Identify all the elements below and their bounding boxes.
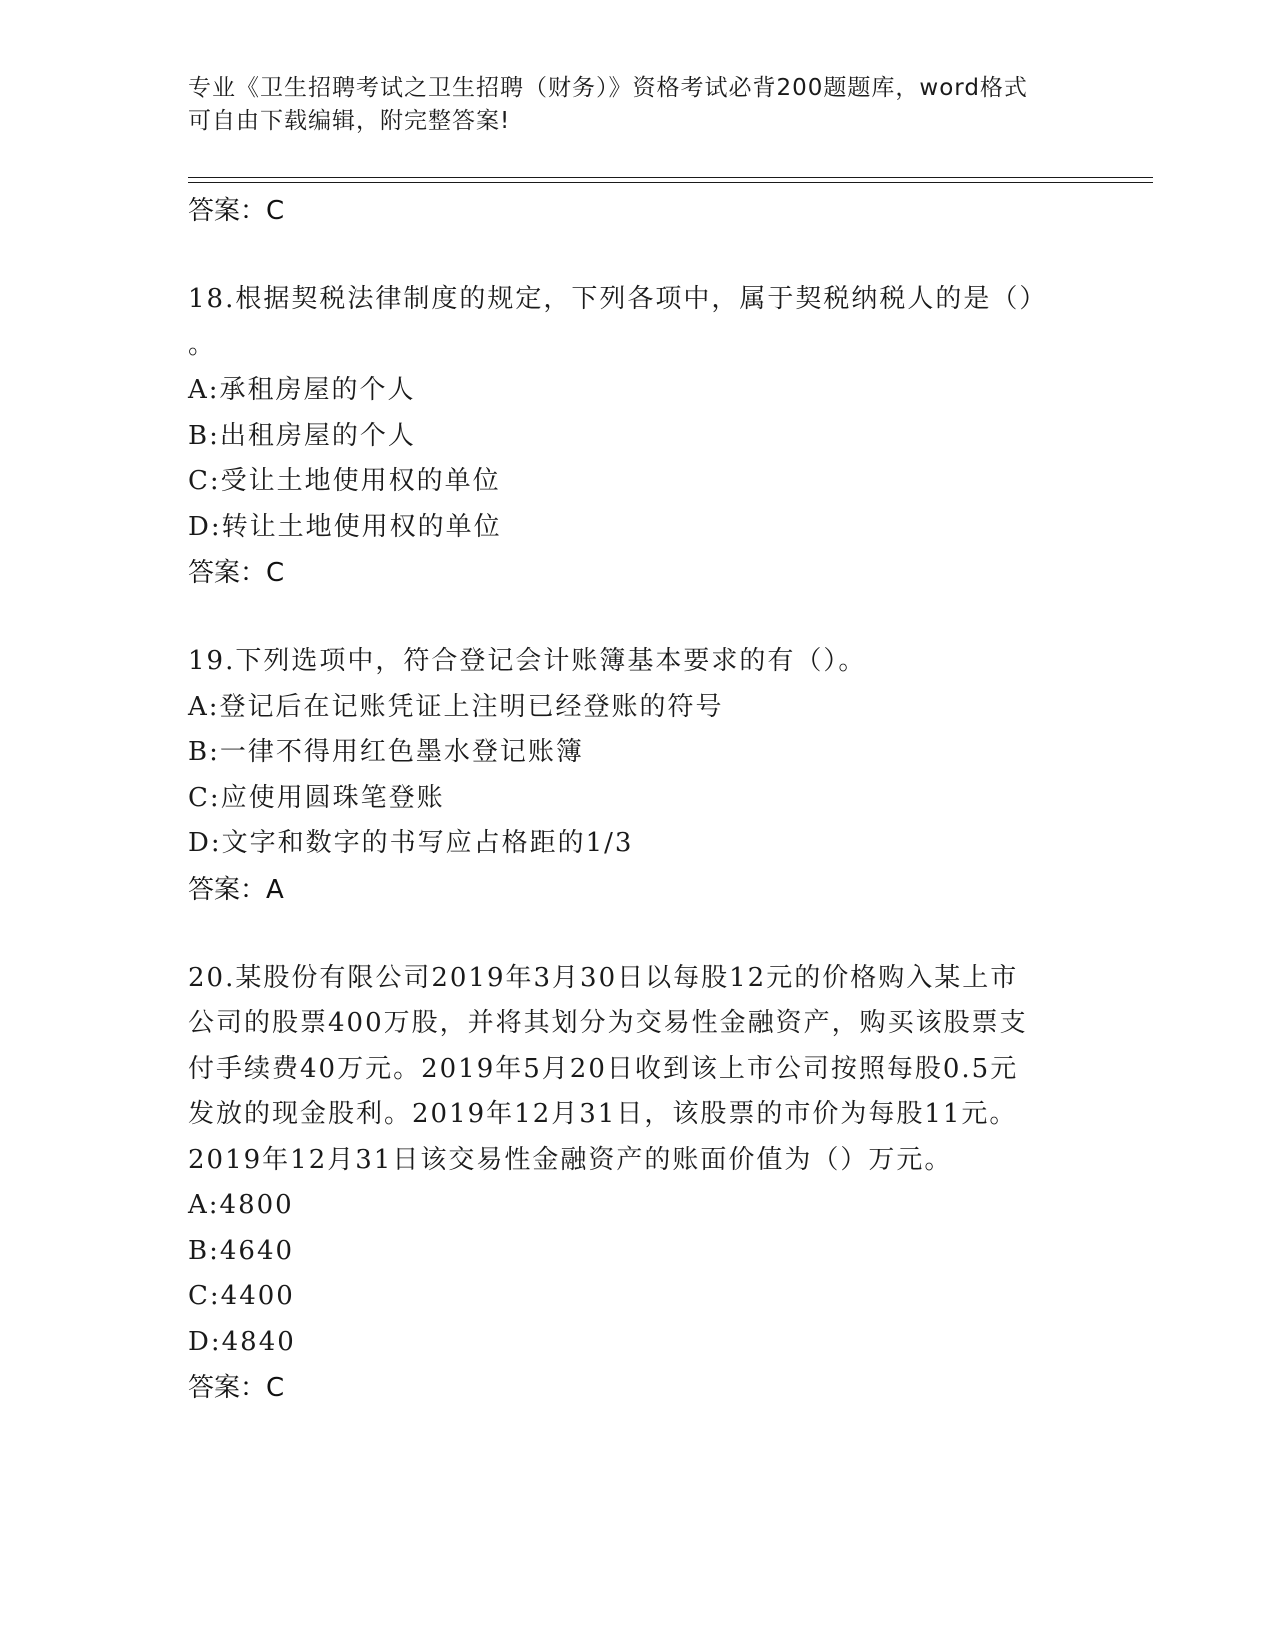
question-20-option-b: B:4640	[188, 1235, 295, 1266]
question-18-option-b: B:出租房屋的个人	[188, 420, 416, 451]
question-20-text-line-1: 20.某股份有限公司2019年3月30日以每股12元的价格购入某上市	[188, 962, 1019, 993]
question-20-text-line-2: 公司的股票400万股，并将其划分为交易性金融资产，购买该股票支	[188, 1008, 1028, 1038]
question-19-option-b: B:一律不得用红色墨水登记账簿	[188, 737, 584, 767]
header-line-2: 可自由下载编辑，附完整答案!	[188, 108, 511, 134]
question-20-option-d: D:4840	[188, 1326, 296, 1357]
question-18-answer: 答案：C	[188, 558, 285, 588]
spacer	[188, 234, 1068, 277]
question-20-option-a: A:4800	[188, 1190, 294, 1220]
question-19-text-line-1: 19.下列选项中，符合登记会计账簿基本要求的有（）。	[188, 646, 867, 676]
question-19-option-a: A:登记后在记账凭证上注明已经登账的符号	[188, 691, 724, 722]
question-content	[188, 188, 1068, 1411]
question-19-answer: 答案：A	[188, 874, 284, 905]
question-20-answer: 答案：C	[188, 1373, 285, 1403]
answer-previous: 答案：C	[188, 196, 285, 226]
question-18	[188, 277, 1068, 596]
question-20-text-line-5: 2019年12月31日该交易性金融资产的账面价值为（）万元。	[188, 1144, 953, 1175]
spacer	[188, 596, 1068, 639]
question-19	[188, 639, 1068, 913]
question-18-text-line-2: 。	[188, 329, 217, 360]
header-line-1: 专业《卫生招聘考试之卫生招聘（财务）》资格考试必背200题题库，word格式	[188, 75, 1028, 101]
question-20	[188, 956, 1068, 1412]
question-20-text-line-3: 付手续费40万元。2019年5月20日收到该上市公司按照每股0.5元	[188, 1053, 1019, 1084]
question-18-option-a: A:承租房屋的个人	[188, 375, 416, 405]
header-divider-bottom	[188, 182, 1153, 183]
question-18-option-d: D:转让土地使用权的单位	[188, 511, 502, 542]
header-divider-top	[188, 177, 1153, 178]
question-18-text-line-1: 18.根据契税法律制度的规定，下列各项中，属于契税纳税人的是（）	[188, 284, 1048, 314]
spacer	[188, 913, 1068, 956]
question-19-option-c: C:应使用圆珠笔登账	[188, 782, 445, 813]
question-19-option-d: D:文字和数字的书写应占格距的1/3	[188, 828, 634, 858]
page-header	[188, 72, 1068, 138]
question-20-option-c: C:4400	[188, 1281, 295, 1311]
question-18-option-c: C:受让土地使用权的单位	[188, 466, 501, 496]
question-20-text-line-4: 发放的现金股利。2019年12月31日，该股票的市价为每股11元。	[188, 1099, 1018, 1129]
